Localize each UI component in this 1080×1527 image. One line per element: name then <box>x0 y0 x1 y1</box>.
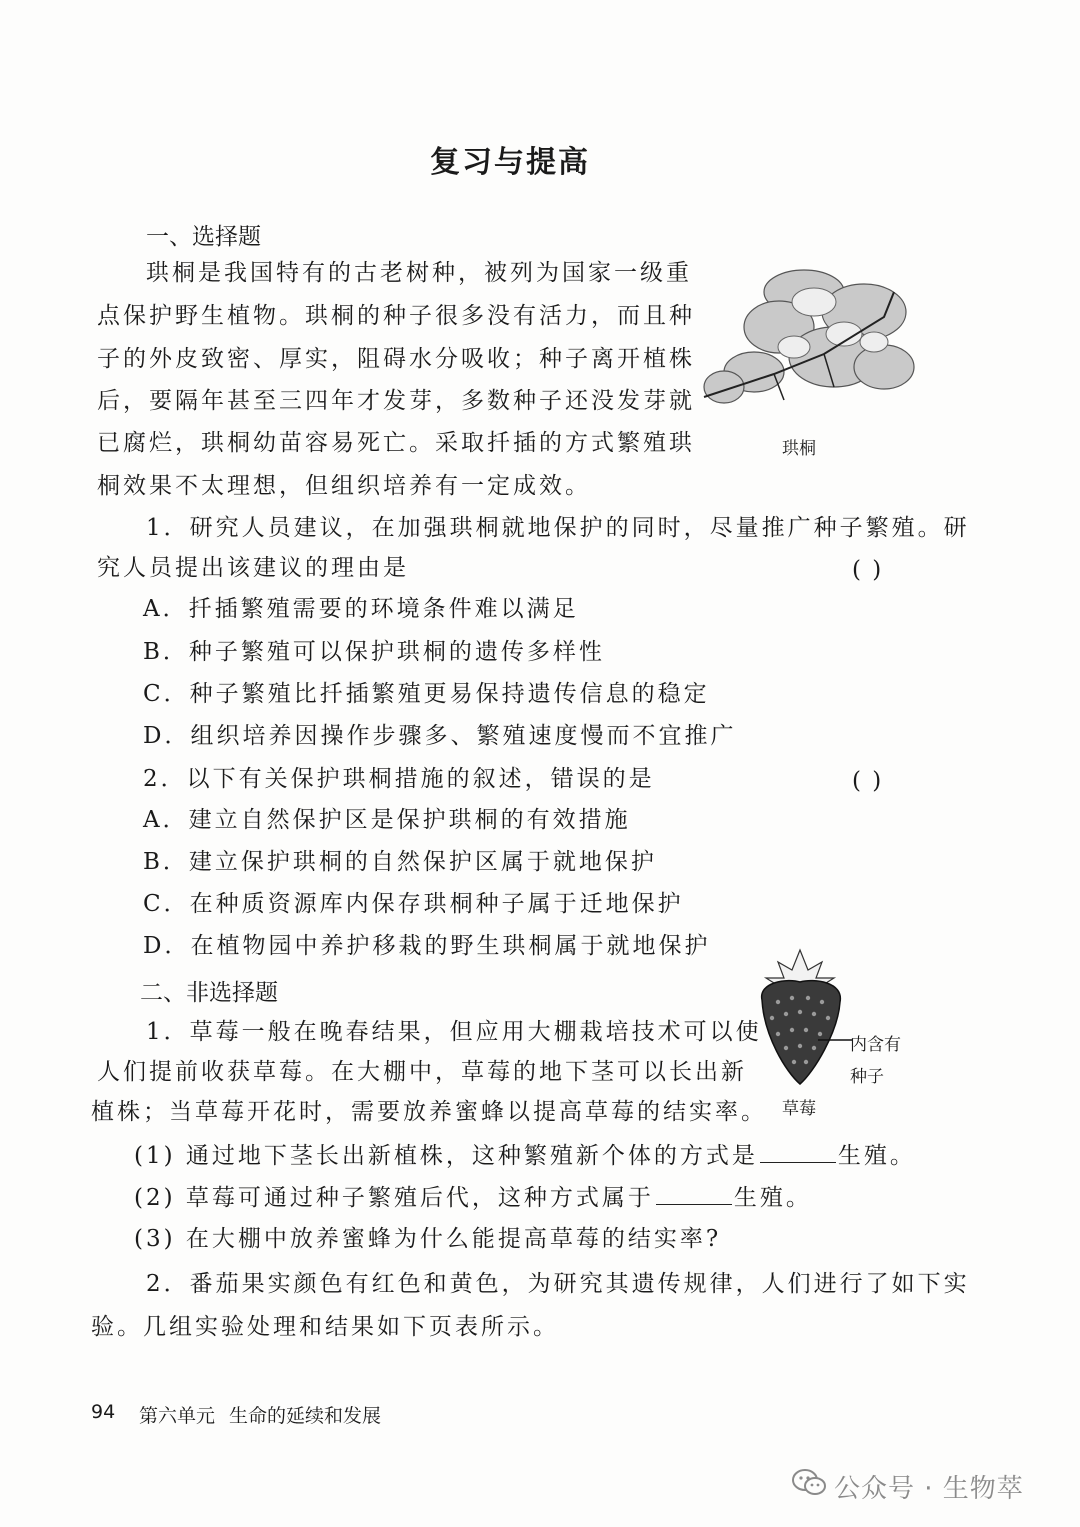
dove-tree-illustration <box>684 262 916 422</box>
intro-line: 子的外皮致密、厚实，阻碍水分吸收；种子离开植株 <box>97 346 695 372</box>
wechat-icon <box>792 1468 826 1498</box>
figure-caption-strawberry: 草莓 <box>782 1099 816 1119</box>
watermark-text: 公众号 · 生物萃 <box>834 1474 1024 1504</box>
strawberry-seed-label: 内含有 <box>850 1035 901 1055</box>
nonchoice-question-2-line: 2．番茄果实颜色有红色和黄色，为研究其遗传规律，人们进行了如下实 <box>146 1271 970 1297</box>
answer-bracket[interactable]: ( ) <box>852 768 884 794</box>
nonchoice-question-1-line: 1．草莓一般在晚春结果，但应用大棚栽培技术可以使 <box>146 1019 762 1045</box>
answer-bracket[interactable]: ( ) <box>852 557 884 583</box>
option-d[interactable]: D．在植物园中养护移栽的野生珙桐属于就地保护 <box>143 933 711 959</box>
fill-blank-2[interactable] <box>656 1186 732 1205</box>
intro-line: 点保护野生植物。珙桐的种子很多没有活力，而且种 <box>97 303 695 329</box>
strawberry-illustration <box>748 942 852 1088</box>
option-c[interactable]: C．在种质资源库内保存珙桐种子属于迁地保护 <box>143 891 684 917</box>
nonchoice-question-1-line: 植株；当草莓开花时，需要放养蜜蜂以提高草莓的结实率。 <box>91 1099 767 1125</box>
figure-caption-dove-tree: 珙桐 <box>782 439 816 459</box>
subquestion-1-text: (1) 通过地下茎长出新植株，这种繁殖新个体的方式是 <box>134 1143 758 1169</box>
unit-label: 第六单元 <box>139 1405 216 1427</box>
unit-title: 生命的延续和发展 <box>229 1405 382 1427</box>
option-a[interactable]: A．建立自然保护区是保护珙桐的有效措施 <box>143 807 631 833</box>
option-c[interactable]: C．种子繁殖比扦插繁殖更易保持遗传信息的稳定 <box>143 681 710 707</box>
subquestion-1-suffix: 生殖。 <box>837 1143 916 1169</box>
page-number: 94 <box>91 1401 116 1423</box>
section-heading-choice: 一、选择题 <box>146 224 261 250</box>
nonchoice-question-1-line: 人们提前收获草莓。在大棚中，草莓的地下茎可以长出新 <box>97 1059 747 1085</box>
section-heading-nonchoice: 二、非选择题 <box>140 980 278 1006</box>
subquestion-1 <box>134 1144 916 1168</box>
option-b[interactable]: B．建立保护珙桐的自然保护区属于就地保护 <box>143 849 657 875</box>
option-b[interactable]: B．种子繁殖可以保护珙桐的遗传多样性 <box>143 639 605 665</box>
strawberry-seed-label: 种子 <box>850 1067 884 1087</box>
fill-blank-1[interactable] <box>760 1144 836 1163</box>
intro-line: 后，要隔年甚至三四年才发芽，多数种子还没发芽就 <box>97 388 695 414</box>
subquestion-2-suffix: 生殖。 <box>733 1185 812 1211</box>
intro-line: 桐效果不太理想，但组织培养有一定成效。 <box>97 473 591 499</box>
subquestion-2-text: (2) 草莓可通过种子繁殖后代，这种方式属于 <box>134 1185 654 1211</box>
nonchoice-question-2-line: 验。几组实验处理和结果如下页表所示。 <box>91 1314 559 1340</box>
question-2-line: 2．以下有关保护珙桐措施的叙述，错误的是 <box>143 766 655 792</box>
question-1-line: 究人员提出该建议的理由是 <box>97 555 409 581</box>
question-1-line: 1．研究人员建议，在加强珙桐就地保护的同时，尽量推广种子繁殖。研 <box>146 515 970 541</box>
intro-line: 珙桐是我国特有的古老树种，被列为国家一级重 <box>146 260 692 286</box>
page-title: 复习与提高 <box>430 145 590 180</box>
option-a[interactable]: A．扦插繁殖需要的环境条件难以满足 <box>143 596 579 622</box>
subquestion-2 <box>134 1186 812 1210</box>
option-d[interactable]: D．组织培养因操作步骤多、繁殖速度慢而不宜推广 <box>143 723 737 749</box>
subquestion-3: (3) 在大棚中放养蜜蜂为什么能提高草莓的结实率? <box>134 1226 722 1252</box>
intro-line: 已腐烂，珙桐幼苗容易死亡。采取扦插的方式繁殖珙 <box>97 430 695 456</box>
